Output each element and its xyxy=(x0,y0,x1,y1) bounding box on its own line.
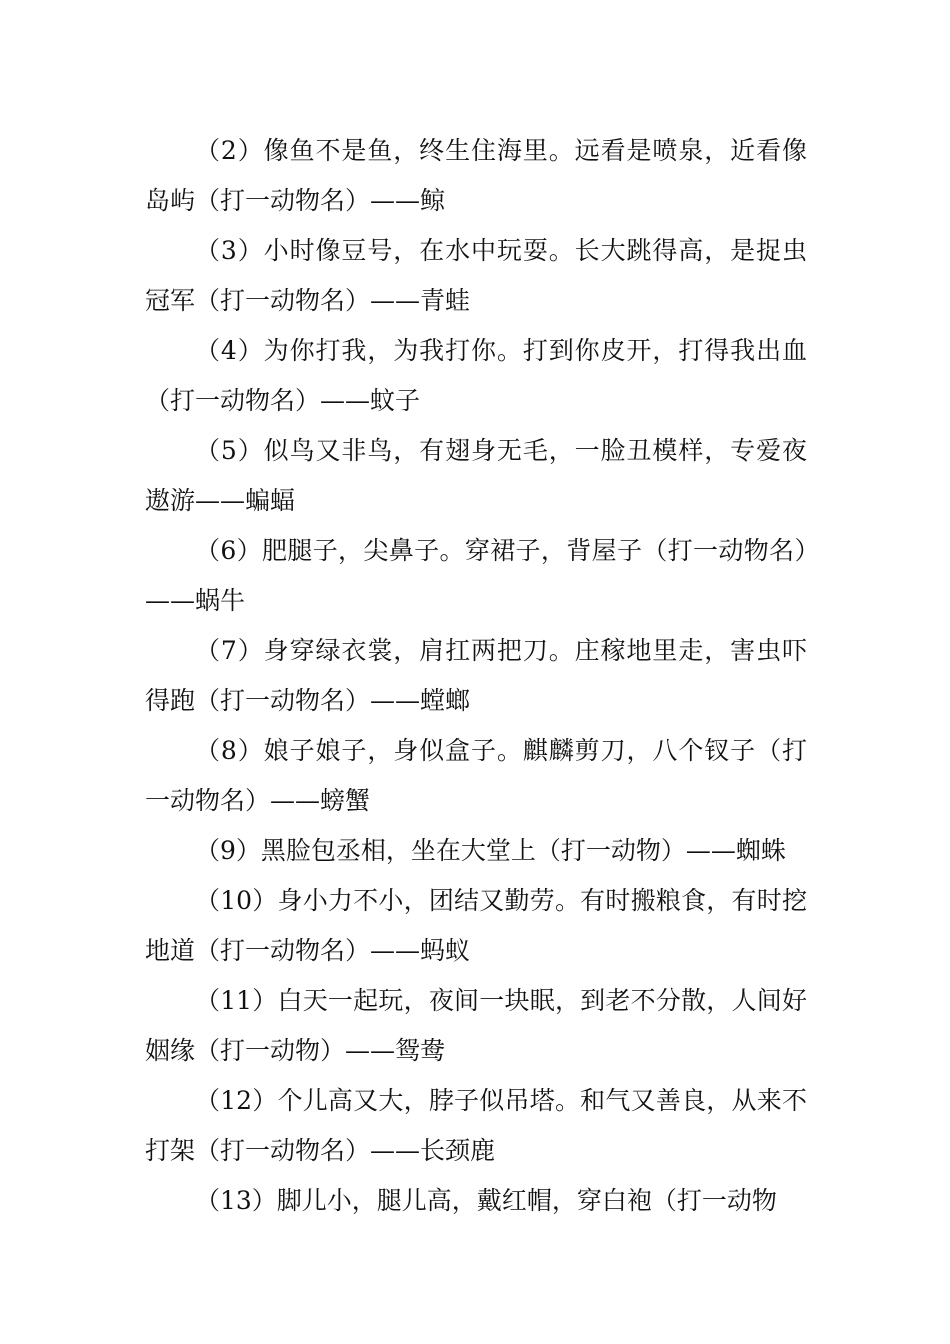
riddle-paragraph: （5）似鸟又非鸟，有翅身无毛，一脸丑模样，专爱夜遨游——蝙蝠 xyxy=(145,436,807,515)
riddle-paragraph: （2）像鱼不是鱼，终生住海里。远看是喷泉，近看像岛屿（打一动物名）——鲸 xyxy=(145,136,807,215)
riddle-paragraph: （13）脚儿小，腿儿高，戴红帽，穿白袍（打一动物 xyxy=(195,1186,777,1215)
riddle-list xyxy=(145,126,807,1226)
riddle-paragraph: （12）个儿高又大，脖子似吊塔。和气又善良，从来不打架（打一动物名）——长颈鹿 xyxy=(145,1086,807,1165)
riddle-paragraph: （4）为你打我，为我打你。打到你皮开，打得我出血（打一动物名）——蚊子 xyxy=(145,336,807,415)
riddle-paragraph: （3）小时像豆号，在水中玩耍。长大跳得高，是捉虫冠军（打一动物名）——青蛙 xyxy=(145,236,807,315)
riddle-paragraph: （6）肥腿子，尖鼻子。穿裙子，背屋子（打一动物名）——蜗牛 xyxy=(145,536,807,615)
riddle-paragraph: （9）黑脸包丞相，坐在大堂上（打一动物）——蜘蛛 xyxy=(195,836,786,865)
riddle-paragraph: （7）身穿绿衣裳，肩扛两把刀。庄稼地里走，害虫吓得跑（打一动物名）——螳螂 xyxy=(145,636,807,715)
riddle-paragraph: （10）身小力不小，团结又勤劳。有时搬粮食，有时挖地道（打一动物名）——蚂蚁 xyxy=(145,886,807,965)
riddle-paragraph: （8）娘子娘子，身似盒子。麒麟剪刀，八个钗子（打一动物名）——螃蟹 xyxy=(145,736,807,815)
riddle-paragraph: （11）白天一起玩，夜间一块眠，到老不分散，人间好姻缘（打一动物）——鸳鸯 xyxy=(145,986,807,1065)
